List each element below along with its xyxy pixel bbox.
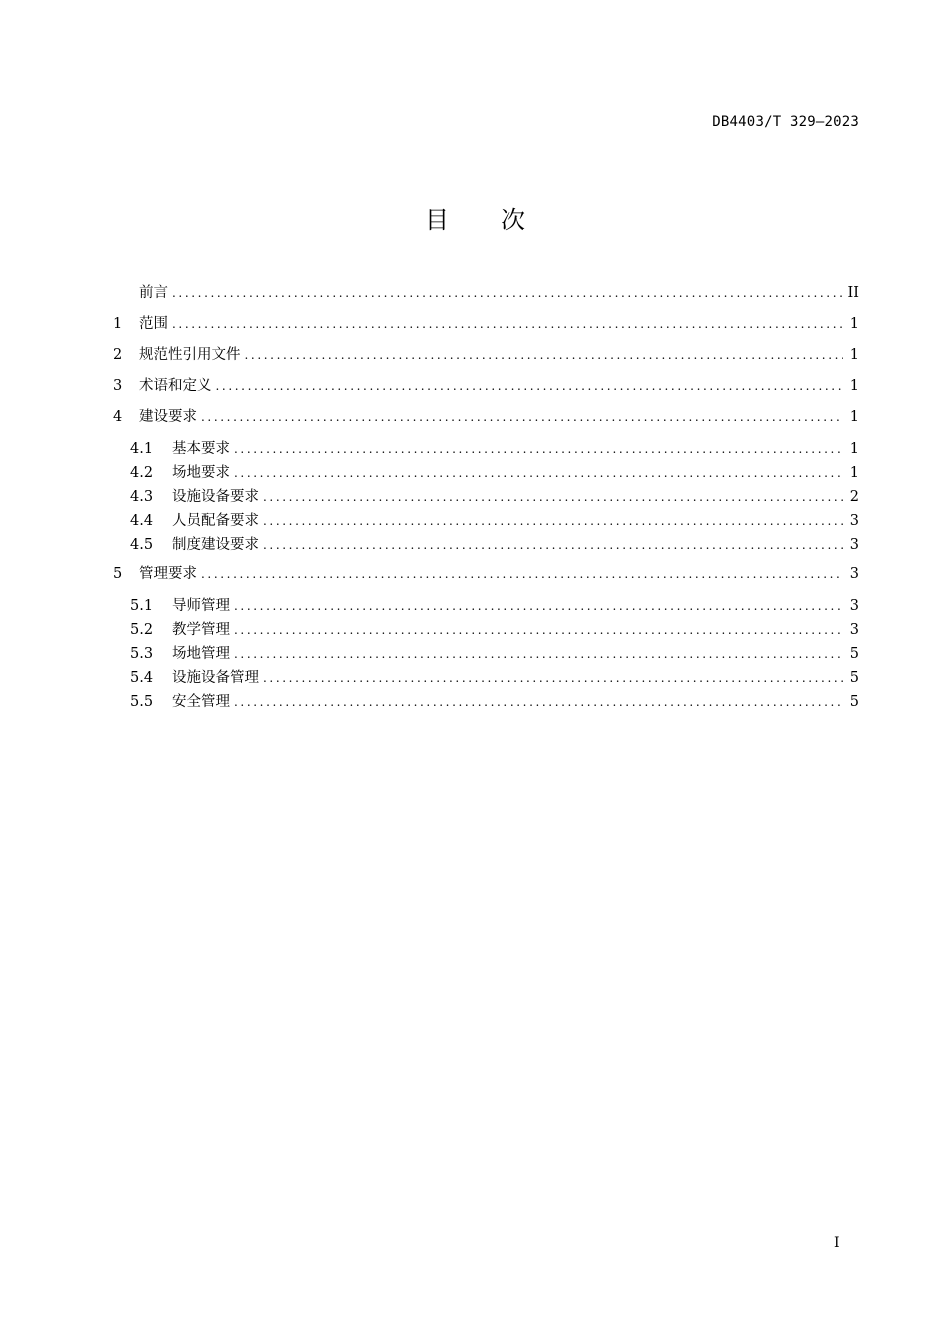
toc-entry-number: 4.4 <box>130 513 154 529</box>
toc-entry-page: 1 <box>849 441 859 457</box>
toc-entry[interactable] <box>113 376 859 396</box>
toc-subentry[interactable] <box>130 644 859 664</box>
toc-entry-page: 1 <box>849 347 859 363</box>
toc-leader-dots <box>263 668 843 688</box>
toc-entry-title: 基本要求 <box>172 441 230 457</box>
toc-leader-dots <box>201 564 843 584</box>
toc-entry-title: 规范性引用文件 <box>139 347 241 363</box>
toc-entry-number: 3 <box>113 378 123 394</box>
toc-entry-title: 术语和定义 <box>139 378 212 394</box>
toc-entry[interactable] <box>113 345 859 365</box>
document-code: DB4403/T 329—2023 <box>712 114 859 130</box>
toc-entry-number: 5.5 <box>130 694 154 710</box>
page-number: I <box>834 1235 840 1251</box>
toc-entry-number: 1 <box>113 316 123 332</box>
toc-entry-number: 4.2 <box>130 465 154 481</box>
toc-entry-title: 导师管理 <box>172 598 230 614</box>
toc-entry-title: 范围 <box>139 316 168 332</box>
toc-entry-number: 5.2 <box>130 622 154 638</box>
toc-subentry[interactable] <box>130 439 859 459</box>
toc-entry-title: 安全管理 <box>172 694 230 710</box>
toc-entry[interactable] <box>113 314 859 334</box>
toc-entry-page: 1 <box>849 316 859 332</box>
toc-entry-number: 5.3 <box>130 646 154 662</box>
toc-entry-page: 1 <box>849 465 859 481</box>
toc-subentry[interactable] <box>130 620 859 640</box>
toc-entry-number: 5 <box>113 566 123 582</box>
toc-entry-page: 1 <box>849 409 859 425</box>
toc-entry-title: 管理要求 <box>139 566 197 582</box>
toc-entry[interactable] <box>113 564 859 584</box>
toc-entry-title: 教学管理 <box>172 622 230 638</box>
toc-leader-dots <box>245 345 844 365</box>
toc-leader-dots <box>234 463 843 483</box>
toc-entry-page: 3 <box>849 598 859 614</box>
toc-entry-number: 4.5 <box>130 537 154 553</box>
toc-entry[interactable] <box>113 407 859 427</box>
toc-subentry[interactable] <box>130 463 859 483</box>
toc-subentry[interactable] <box>130 668 859 688</box>
toc-entry-number: 5.1 <box>130 598 154 614</box>
toc-leader-dots <box>216 376 844 396</box>
toc-leader-dots <box>234 620 843 640</box>
toc-leader-dots <box>234 644 843 664</box>
toc-leader-dots <box>172 314 843 334</box>
toc-entry-title: 设施设备管理 <box>172 670 259 686</box>
toc-leader-dots <box>263 487 843 507</box>
toc-subentry[interactable] <box>130 535 859 555</box>
toc-entry-page: 3 <box>849 537 859 553</box>
toc-entry-page: 3 <box>849 513 859 529</box>
toc-subentry[interactable] <box>130 692 859 712</box>
toc-entry[interactable] <box>113 283 859 303</box>
toc-entry-title: 设施设备要求 <box>172 489 259 505</box>
toc-subentry[interactable] <box>130 511 859 531</box>
toc-entry-number: 4.3 <box>130 489 154 505</box>
toc-entry-title: 制度建设要求 <box>172 537 259 553</box>
toc-entry-number: 2 <box>113 347 123 363</box>
toc-leader-dots <box>234 692 843 712</box>
toc-entry-title: 场地管理 <box>172 646 230 662</box>
toc-subentry[interactable] <box>130 596 859 616</box>
toc-entry-number: 5.4 <box>130 670 154 686</box>
toc-entry-title: 前言 <box>139 285 168 301</box>
toc-entry-page: 5 <box>849 670 859 686</box>
toc-entry-page: 5 <box>849 646 859 662</box>
toc-entry-title: 人员配备要求 <box>172 513 259 529</box>
toc-leader-dots <box>172 283 842 303</box>
toc-entry-title: 建设要求 <box>139 409 197 425</box>
toc-entry-page: II <box>847 285 859 301</box>
toc-entry-page: 3 <box>849 566 859 582</box>
toc-entry-page: 2 <box>849 489 859 505</box>
toc-subentry[interactable] <box>130 487 859 507</box>
toc-entry-page: 3 <box>849 622 859 638</box>
toc-entry-page: 1 <box>849 378 859 394</box>
toc-entry-page: 5 <box>849 694 859 710</box>
toc-entry-number: 4 <box>113 409 123 425</box>
toc-leader-dots <box>234 439 843 459</box>
toc-leader-dots <box>234 596 843 616</box>
page-title: 目次 <box>425 206 577 234</box>
toc-leader-dots <box>263 535 843 555</box>
toc-entry-number: 4.1 <box>130 441 154 457</box>
toc-leader-dots <box>263 511 843 531</box>
toc-leader-dots <box>201 407 843 427</box>
toc-entry-title: 场地要求 <box>172 465 230 481</box>
